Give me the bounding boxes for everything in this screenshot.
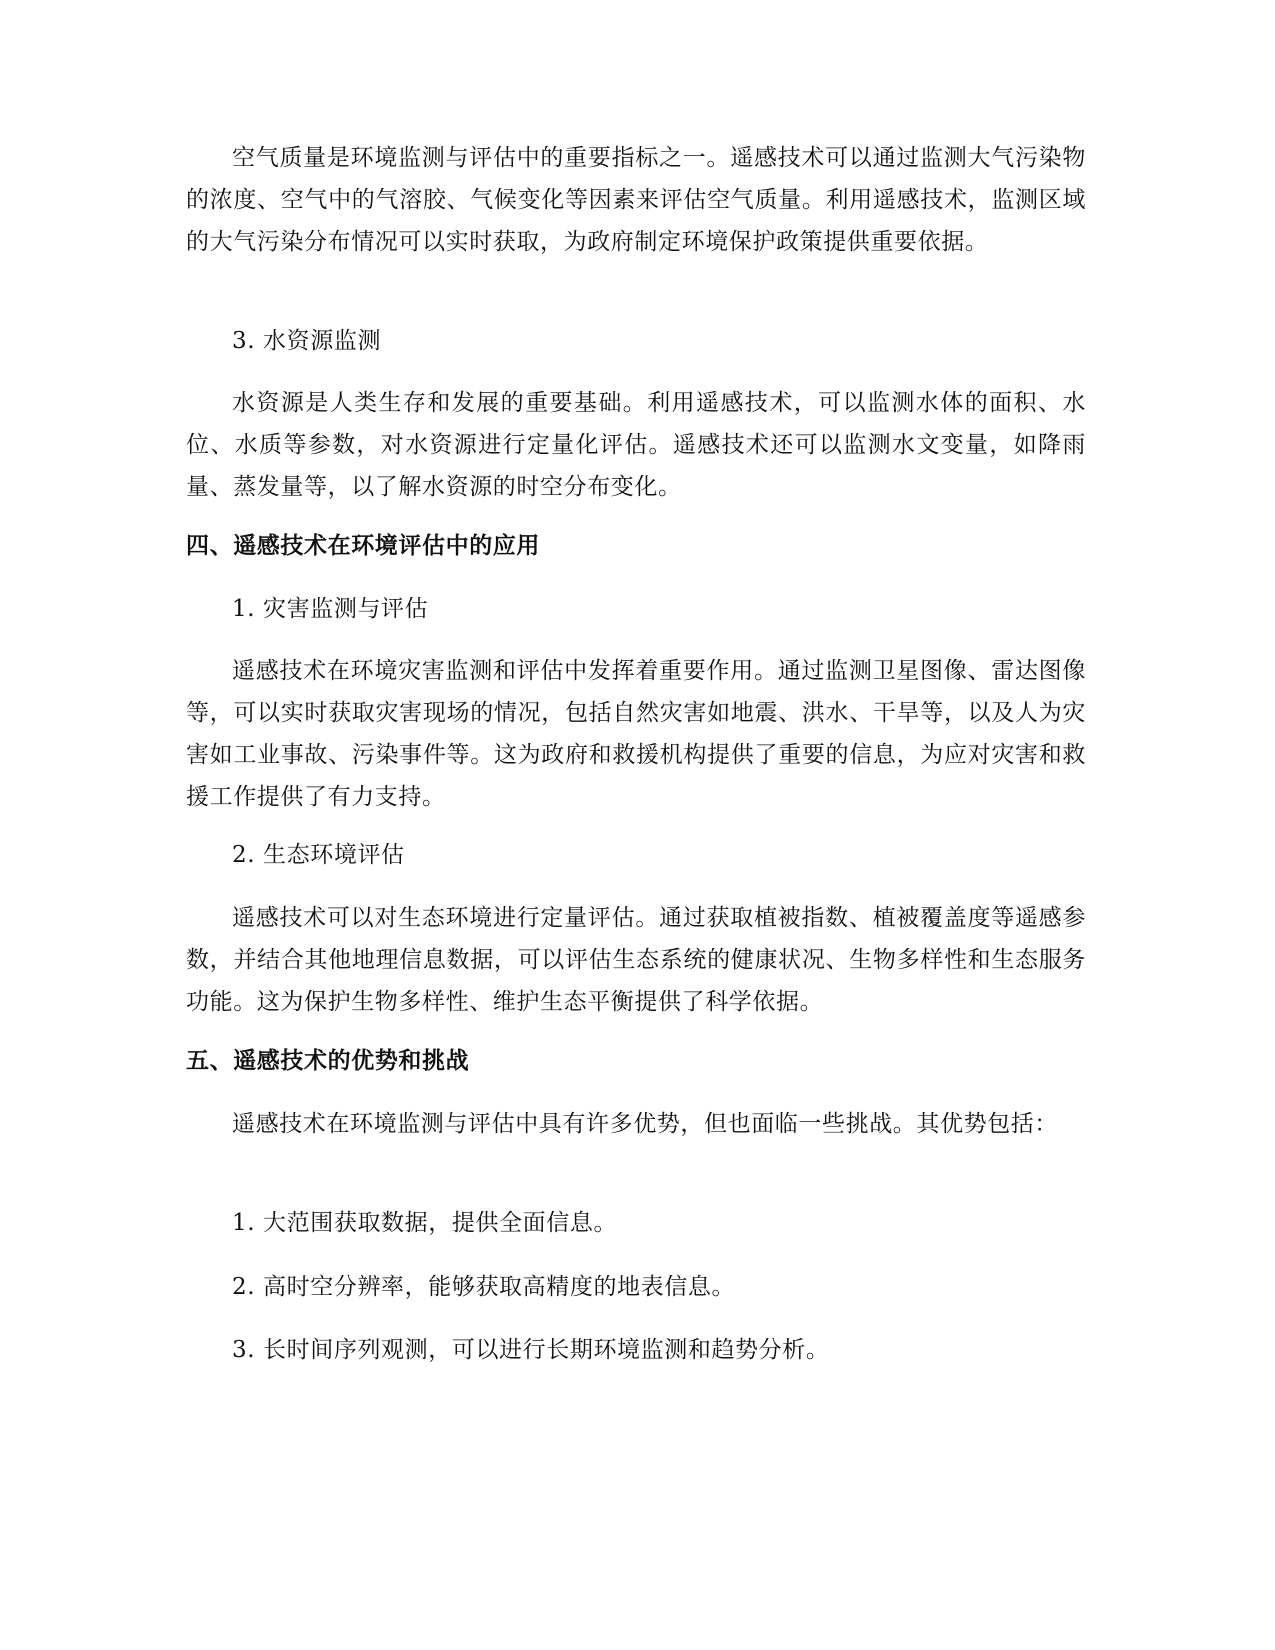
paragraph-water-resources: 水资源是人类生存和发展的重要基础。利用遥感技术，可以监测水体的面积、水位、水质等参数，对水资源进行定量化评估。遥感技术还可以监测水文变量，如降雨量、蒸发量等，以了解水资源的时空分布变化。 [186,390,1086,500]
section-heading-5: 五、遥感技术的优势和挑战 [186,1048,470,1074]
list-item-advantage: 2. 高时空分辨率，能够获取高精度的地表信息。 [232,1274,736,1300]
paragraph-ecology: 遥感技术可以对生态环境进行定量评估。通过获取植被指数、植被覆盖度等遥感参数，并结合其他地理信息数据，可以评估生态系统的健康状况、生物多样性和生态服务功能。这为保护生物多样性、维护生态平衡提供了科学依据。 [186,905,1086,1015]
list-item-advantage: 1. 大范围获取数据，提供全面信息。 [232,1210,618,1236]
paragraph-air-quality: 空气质量是环境监测与评估中的重要指标之一。遥感技术可以通过监测大气污染物的浓度、空气中的气溶胶、气候变化等因素来评估空气质量。利用遥感技术，监测区域的大气污染分布情况可以实时获取，为政府制定环境保护政策提供重要依据。 [186,145,1086,255]
list-item-water-monitoring: 3. 水资源监测 [232,328,382,354]
list-item-ecology: 2. 生态环境评估 [232,842,405,868]
paragraph-advantages-intro: 遥感技术在环境监测与评估中具有许多优势，但也面临一些挑战。其优势包括： [232,1111,1058,1137]
list-item-disaster: 1. 灾害监测与评估 [232,596,429,622]
section-heading-4: 四、遥感技术在环境评估中的应用 [186,533,540,559]
list-item-advantage: 3. 长时间序列观测，可以进行长期环境监测和趋势分析。 [232,1337,830,1363]
paragraph-disaster: 遥感技术在环境灾害监测和评估中发挥着重要作用。通过监测卫星图像、雷达图像等，可以实时获取灾害现场的情况，包括自然灾害如地震、洪水、干旱等，以及人为灾害如工业事故、污染事件等。这为政府和救援机构提供了重要的信息，为应对灾害和救援工作提供了有力支持。 [186,658,1086,810]
